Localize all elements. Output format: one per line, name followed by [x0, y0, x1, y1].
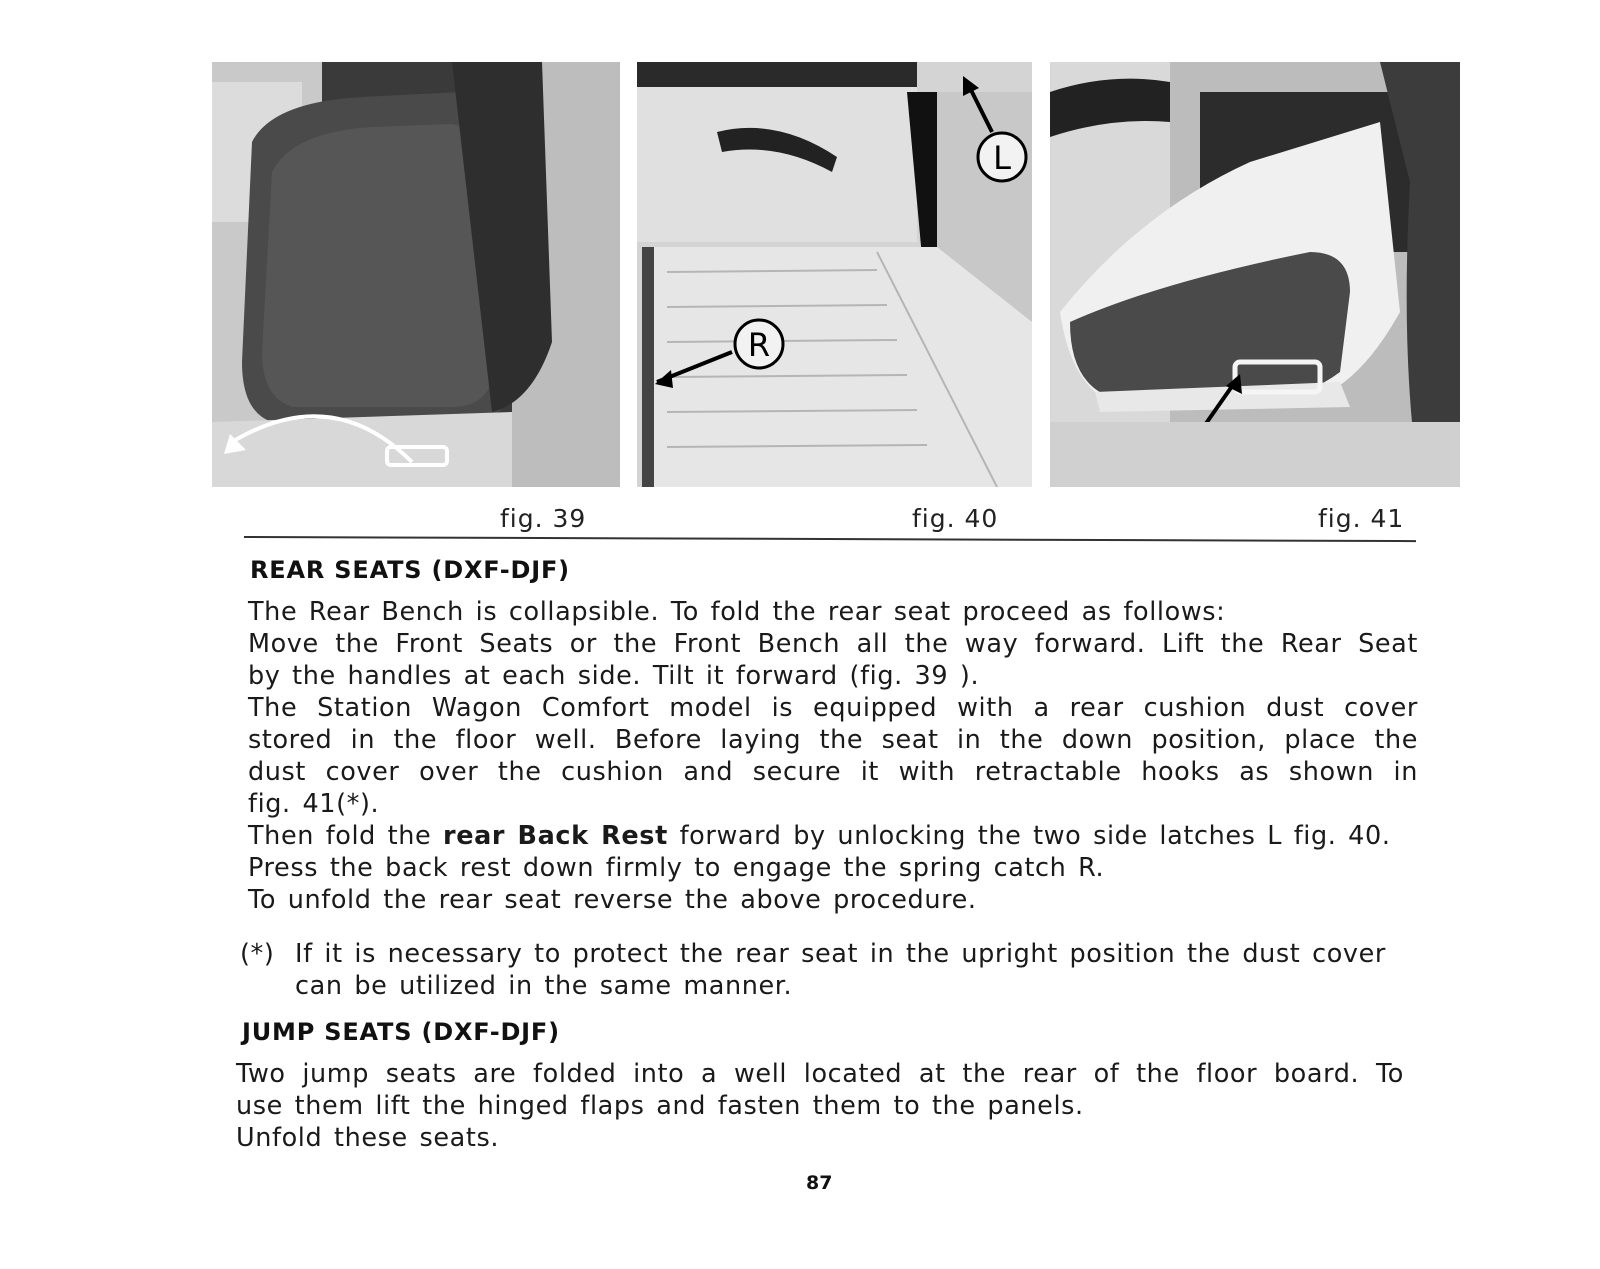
rear-seats-body — [248, 596, 1418, 916]
footnote — [240, 938, 1418, 1002]
jump-seats-body — [236, 1058, 1404, 1154]
figure-40-photo — [637, 62, 1032, 487]
callout-r-label: R — [747, 326, 771, 364]
paragraph-line: Move the Front Seats or the Front Bench all the way forward. Lift the Rear Seat — [248, 629, 1418, 659]
paragraph-line: To unfold the rear seat reverse the above procedure. — [248, 885, 977, 915]
back-rest-prefix: Then fold the — [248, 821, 432, 851]
figure-41-caption: fig. 41 — [1318, 504, 1405, 533]
paragraph-line: The Station Wagon Comfort model is equipped with a rear cushion dust cover — [248, 693, 1418, 723]
paragraph-line: The Rear Bench is collapsible. To fold the rear seat proceed as follows: — [248, 597, 1226, 627]
paragraph-line — [248, 820, 1418, 852]
back-rest-emphasis: rear Back Rest — [443, 821, 668, 851]
paragraph-line: use them lift the hinged flaps and fasten them to the panels. — [236, 1091, 1084, 1121]
paragraph-line: fig. 41(*). — [248, 789, 380, 819]
back-rest-suffix: forward by unlocking the two side latches L fig. 40. — [679, 821, 1391, 851]
figure-39-photo — [212, 62, 620, 487]
paragraph-line: by the handles at each side. Tilt it forward (fig. 39 ). — [248, 661, 980, 691]
page-number: 87 — [806, 1172, 833, 1194]
callout-l-label: L — [993, 139, 1011, 177]
paragraph-line: Press the back rest down firmly to engage the spring catch R. — [248, 853, 1105, 883]
footnote-mark: (*) — [240, 939, 275, 969]
paragraph-line: Unfold these seats. — [236, 1123, 500, 1153]
paragraph-line: stored in the floor well. Before laying the seat in the down position, place the — [248, 725, 1418, 755]
footnote-line: can be utilized in the same manner. — [295, 971, 793, 1001]
rear-seats-heading: REAR SEATS (DXF-DJF) — [250, 556, 570, 584]
paragraph-line: dust cover over the cushion and secure it with retractable hooks as shown in — [248, 757, 1418, 787]
figure-41-photo — [1050, 62, 1460, 487]
jump-seats-heading: JUMP SEATS (DXF-DJF) — [242, 1018, 560, 1046]
figure-40-caption: fig. 40 — [912, 504, 999, 533]
paragraph-line: Two jump seats are folded into a well located at the rear of the floor board. To — [236, 1059, 1404, 1089]
footnote-line: If it is necessary to protect the rear seat in the upright position the dust cover — [295, 939, 1386, 969]
caption-divider — [244, 536, 1416, 542]
figure-39-caption: fig. 39 — [500, 504, 587, 533]
